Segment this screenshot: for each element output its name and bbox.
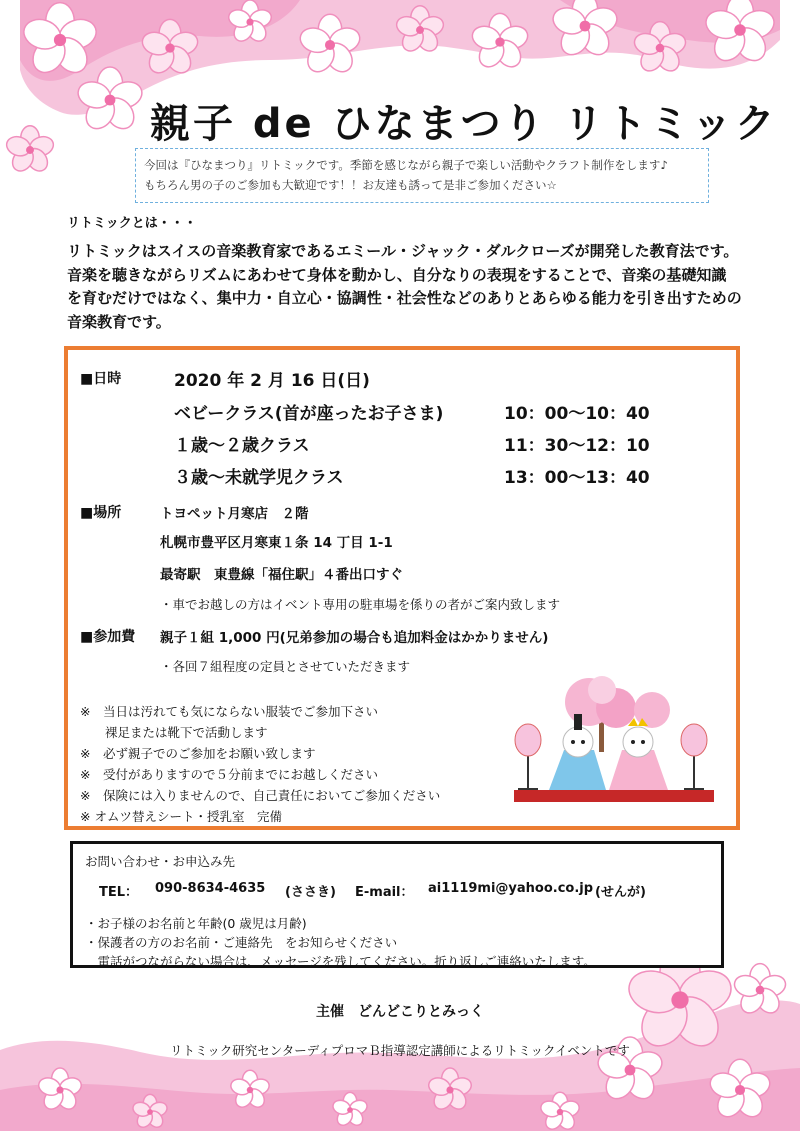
emperor-doll-icon: [549, 714, 606, 790]
email-address[interactable]: ai1119mi@yahoo.co.jp: [428, 881, 594, 896]
note-item: 裸足または靴下で活動します: [80, 725, 268, 740]
intro-box: [135, 148, 709, 203]
tel-contact-name: (ささき): [285, 885, 336, 900]
lantern-icon: [515, 724, 541, 792]
fee-label: ■参加費: [80, 629, 136, 645]
page-title: 親子 de ひなまつり リトミック: [150, 101, 778, 147]
lantern-icon: [681, 724, 707, 792]
rhythmic-line: リトミックはスイスの音楽教育家であるエミール・ジャック・ダルクローズが開発した教育法です。: [67, 242, 739, 260]
place-label: ■場所: [80, 505, 122, 521]
contact-box: [70, 841, 724, 968]
place-name: トヨペット月寒店 ２階: [160, 506, 309, 522]
schedule-label: ■日時: [80, 371, 122, 387]
class-name: ３歳～未就学児クラス: [174, 468, 344, 488]
rhythmic-description: [67, 240, 747, 334]
intro-line: 今回は『ひなまつり』リトミックです。季節を感じながら親子で楽しい活動やクラフト制作をします♪: [144, 158, 668, 172]
note-item: ※ 必ず親子でのご参加をお願い致します: [80, 746, 316, 761]
tel-number[interactable]: 090-8634-4635: [155, 881, 266, 896]
rhythmic-line: 音楽を聴きながらリズムにあわせて身体を動かし、自分なりの表現をすることで、音楽の基礎知識: [67, 265, 727, 284]
empress-doll-icon: [609, 718, 668, 790]
class-time: 13：00～13：40: [504, 468, 650, 488]
class-name: １歳～２歳クラス: [174, 436, 310, 456]
class-time: 10：00～10：40: [504, 404, 650, 424]
note-item: ※ オムツ替えシート・授乳室 完備: [80, 809, 282, 824]
note-item: ※ 当日は汚れても気にならない服装でご参加下さい: [80, 704, 378, 719]
rhythmic-line: を育むだけではなく、集中力・自立心・協調性・社会性などのありとあらゆる能力を引き出すための: [67, 289, 742, 307]
contact-info-line: ・保護者の方のお名前・ご連絡先 をお知らせください: [85, 935, 398, 950]
tel-label: TEL：: [99, 885, 139, 900]
contact-heading: お問い合わせ・お申込み先: [85, 854, 236, 869]
email-contact-name: (せんが): [595, 885, 646, 900]
nearest-station: 最寄駅 東豊線「福住駅」４番出口すぐ: [160, 567, 403, 583]
event-details-box: [64, 346, 740, 830]
organizer: 主催 どんどこりとみっく: [316, 1004, 484, 1020]
hina-dolls-illustration: [504, 672, 724, 812]
class-time: 11：30～12：10: [504, 436, 650, 456]
rhythmic-line: 音楽教育です。: [67, 312, 171, 331]
rhythmic-heading: リトミックとは・・・: [67, 216, 197, 231]
red-carpet: [514, 790, 714, 802]
fee-text: 親子１組 1,000 円(兄弟参加の場合も追加料金はかかりません): [160, 630, 549, 646]
email-label: E-mail：: [355, 885, 414, 900]
note-item: ※ 受付がありますので５分前までにお越しください: [80, 767, 378, 782]
parking-note: ・車でお越しの方はイベント専用の駐車場を係りの者がご案内致します: [160, 597, 561, 612]
class-name: ベビークラス(首が座ったお子さま): [174, 404, 444, 424]
place-address: 札幌市豊平区月寒東１条 14 丁目 1-1: [160, 535, 393, 551]
contact-info-line: 電話がつながらない場合は、メッセージを残してください。折り返しご連絡いたします。: [85, 954, 596, 969]
sakura-flower-icon: [4, 126, 56, 175]
event-date: 2020 年 2 月 16 日(日): [174, 371, 370, 391]
intro-line: もちろん男の子のご参加も大歓迎です！！お友達も誘って是非ご参加ください☆: [144, 178, 557, 192]
note-item: ※ 保険には入りませんので、自己責任においてご参加ください: [80, 788, 441, 803]
contact-info-line: ・お子様のお名前と年齢(0 歳児は月齢): [85, 916, 307, 931]
footer-text: リトミック研究センターディプロマＢ指導認定講師によるリトミックイベントです: [170, 1043, 630, 1058]
capacity-note: ・各回７組程度の定員とさせていただきます: [160, 659, 411, 674]
